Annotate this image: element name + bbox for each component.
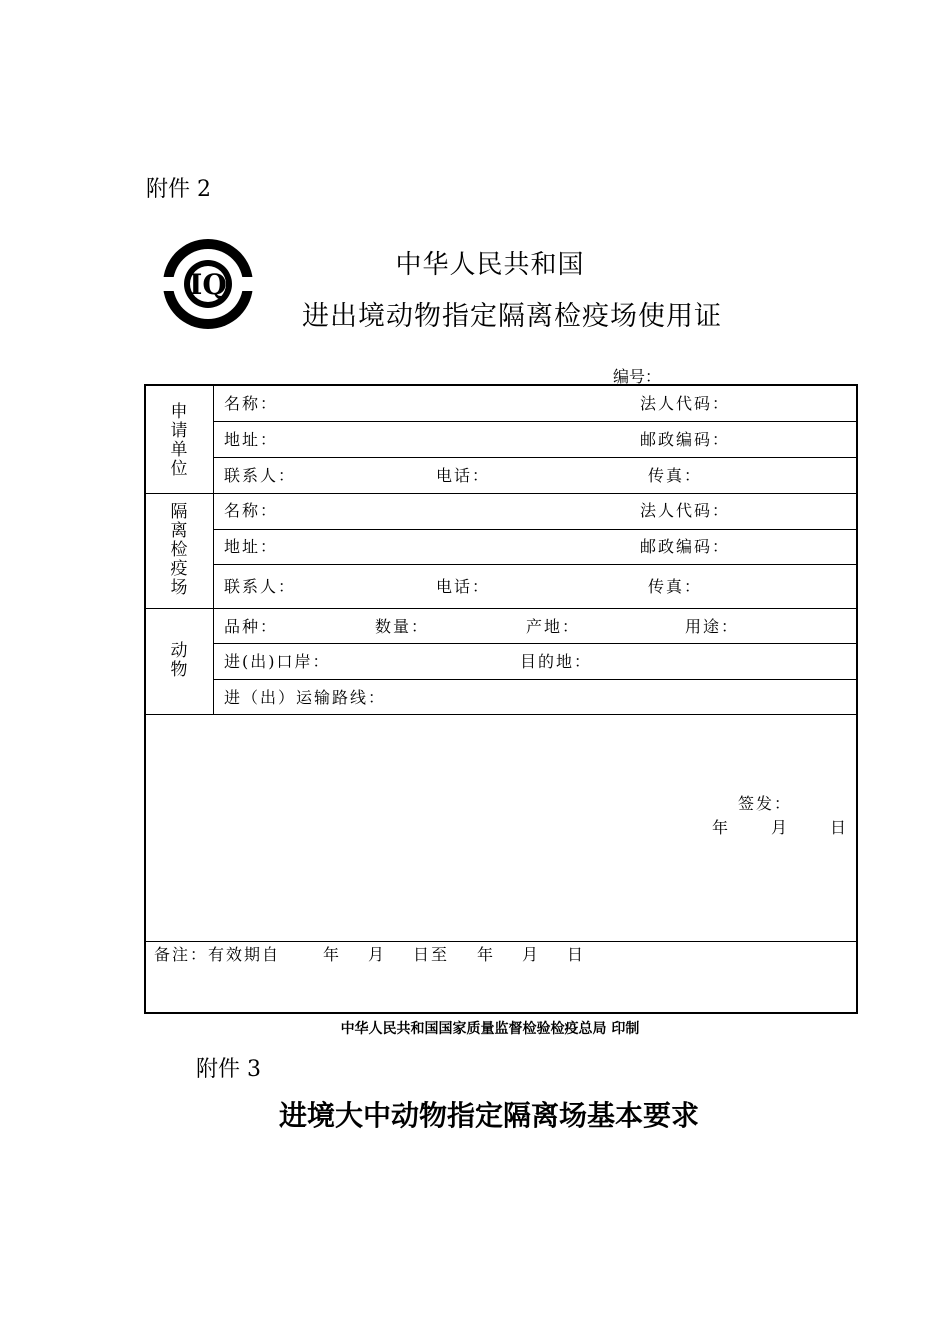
- attachment-3-label: 附件 3: [196, 1057, 261, 1082]
- section-label-applicant: 申 请 单 位: [170, 402, 188, 479]
- certificate-form: [144, 384, 858, 1014]
- quarantine-legal-code-field[interactable]: 法人代码：: [640, 501, 731, 520]
- remarks-validity-label: 备注：有效期自: [154, 945, 281, 964]
- animal-origin-field[interactable]: 产地：: [526, 617, 581, 636]
- remarks-year-1: 年: [323, 945, 342, 964]
- quarantine-contact-field[interactable]: 联系人：: [224, 577, 297, 596]
- sign-day-label: 日: [830, 818, 849, 837]
- applicant-phone-field[interactable]: 电话：: [436, 466, 491, 485]
- remarks-year-2: 年: [477, 945, 496, 964]
- sign-month-label: 月: [771, 818, 790, 837]
- serial-number-label: 编号：: [613, 367, 662, 386]
- animal-variety-field[interactable]: 品种：: [224, 617, 279, 636]
- section-label-quarantine: 隔 离 检 疫 场: [170, 502, 188, 598]
- quarantine-phone-field[interactable]: 电话：: [436, 577, 491, 596]
- section-label-animal: 动 物: [170, 641, 188, 680]
- applicant-postcode-field[interactable]: 邮政编码：: [640, 430, 731, 449]
- attachment-label: 附件 2: [146, 177, 211, 202]
- applicant-name-field[interactable]: 名称：: [224, 394, 279, 413]
- animal-quantity-field[interactable]: 数量：: [375, 617, 430, 636]
- quarantine-name-field[interactable]: 名称：: [224, 501, 279, 520]
- remarks-day-to: 日至: [413, 945, 450, 964]
- remarks-day-2: 日: [567, 945, 586, 964]
- sign-year-label: 年: [712, 818, 731, 837]
- animal-use-field[interactable]: 用途：: [685, 617, 740, 636]
- title-line-2: 进出境动物指定隔离检疫场使用证: [302, 301, 722, 332]
- printed-by-note: 中华人民共和国国家质量监督检验检疫总局 印制: [340, 1021, 640, 1037]
- applicant-legal-code-field[interactable]: 法人代码：: [640, 394, 731, 413]
- animal-route-field[interactable]: 进（出）运输路线：: [224, 688, 387, 707]
- remarks-month-1: 月: [368, 945, 387, 964]
- issued-by-label: 签发：: [738, 794, 793, 813]
- applicant-address-field[interactable]: 地址：: [224, 430, 279, 449]
- applicant-fax-field[interactable]: 传真：: [648, 466, 703, 485]
- quarantine-address-field[interactable]: 地址：: [224, 537, 279, 556]
- quarantine-postcode-field[interactable]: 邮政编码：: [640, 537, 731, 556]
- animal-destination-field[interactable]: 目的地：: [520, 652, 593, 671]
- title-line-1: 中华人民共和国: [395, 250, 585, 280]
- applicant-contact-field[interactable]: 联系人：: [224, 466, 297, 485]
- logo-text: IQ: [189, 268, 227, 301]
- quarantine-fax-field[interactable]: 传真：: [648, 577, 703, 596]
- animal-port-field[interactable]: 进(出)口岸：: [224, 652, 331, 671]
- remarks-month-2: 月: [522, 945, 541, 964]
- requirements-heading: 进境大中动物指定隔离场基本要求: [278, 1099, 699, 1132]
